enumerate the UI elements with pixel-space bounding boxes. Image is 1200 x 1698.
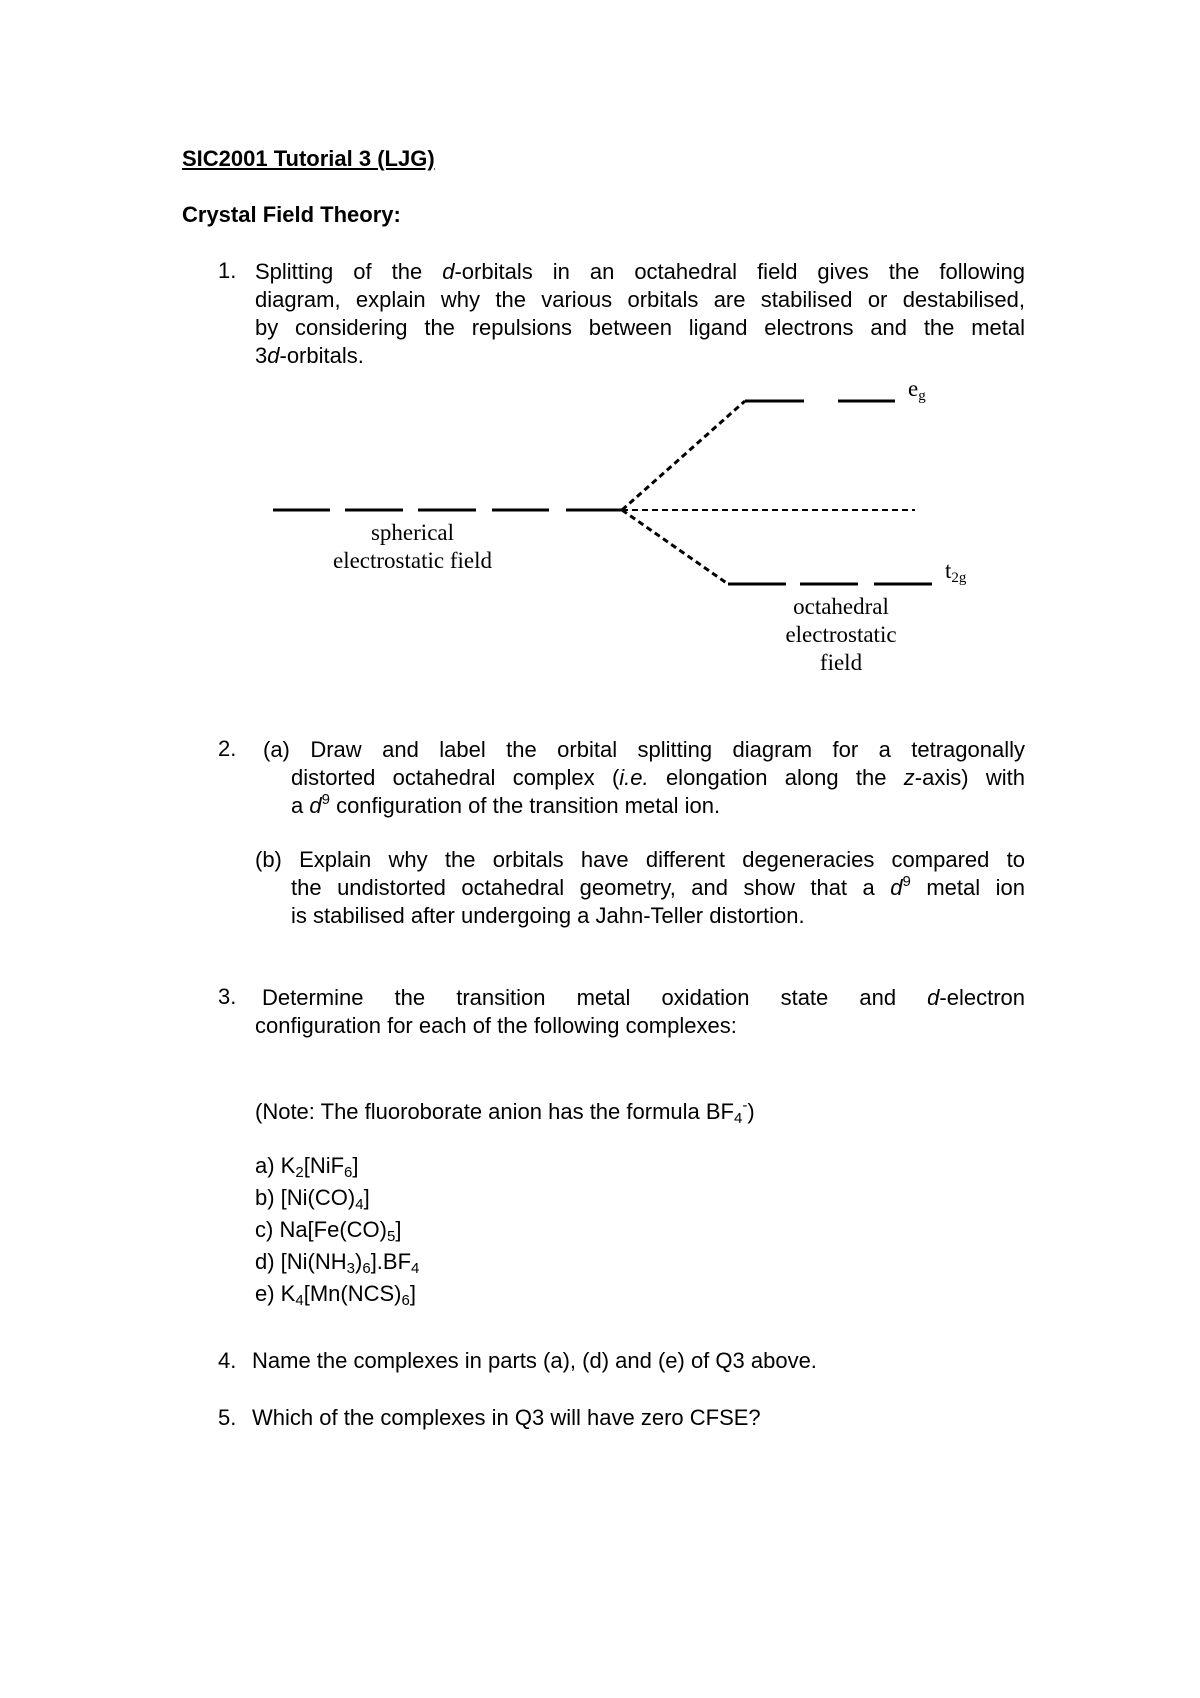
q2a-text: (a) Draw and label the orbital splitting diagram for a tetragonally distorted octahedral complex (i.e. elongation along the z-axis) with a $d^9$ configuration of the transition metal ion. [263,737,1025,818]
q5-number: 5. [218,1405,237,1430]
q1-number: 1. [218,258,237,283]
q3-text: Determine the transition metal oxidation state and d-electron [262,985,1025,1010]
q3-text-line2: configuration for each of the following complexes: [255,1013,737,1038]
complex-item-d: d) $[Ni(NH_3)_6].BF_4$ [255,1249,420,1277]
complex-item-e: e) $K_4[Mn(NCS)_6]$ [255,1281,416,1309]
splitting-diagram [0,0,1200,700]
eg-label: $e_g$ [908,376,926,404]
q3-note: (Note: The fluoroborate anion has the formula $BF_4^-$) [255,1097,755,1127]
q5-text: Which of the complexes in Q3 will have zero CFSE? [252,1405,761,1430]
q4-text: Name the complexes in parts (a), (d) and (e) of Q3 above. [252,1348,817,1373]
q4-number: 4. [218,1348,237,1373]
page-title: SIC2001 Tutorial 3 (LJG) [182,146,435,171]
spherical-field-label: spherical electrostatic field [332,520,492,573]
t2g-connector [622,510,728,584]
section-heading: Crystal Field Theory: [182,202,401,227]
eg-connector [622,401,745,510]
t2g-label: $t_{2g}$ [945,558,967,586]
q1-text: Splitting of the d-orbitals in an octahedral field gives the following diagram, explain why the various orbitals are stabilised or destabilised, by considering the repulsions between ligand electrons and the metal 3d-orbitals. [255,259,1025,368]
octahedral-field-label: octahedral electrostatic field [785,594,897,675]
q3-number: 3. [218,984,237,1009]
q2-number: 2. [218,736,237,761]
connector-lines [622,401,915,584]
q2b-text: (b) Explain why the orbitals have different degeneracies compared to the undistorted octahedral geometry, and show that a $d^9$ metal ion is stabilised after undergoing a Jahn-Teller distortion. [255,847,1025,928]
complex-item-c: c) $Na[Fe(CO)_5]$ [255,1217,402,1245]
complex-item-a: a) $K_2[NiF_6]$ [255,1153,359,1181]
complex-item-b: b) $[Ni(CO)_4]$ [255,1185,370,1213]
